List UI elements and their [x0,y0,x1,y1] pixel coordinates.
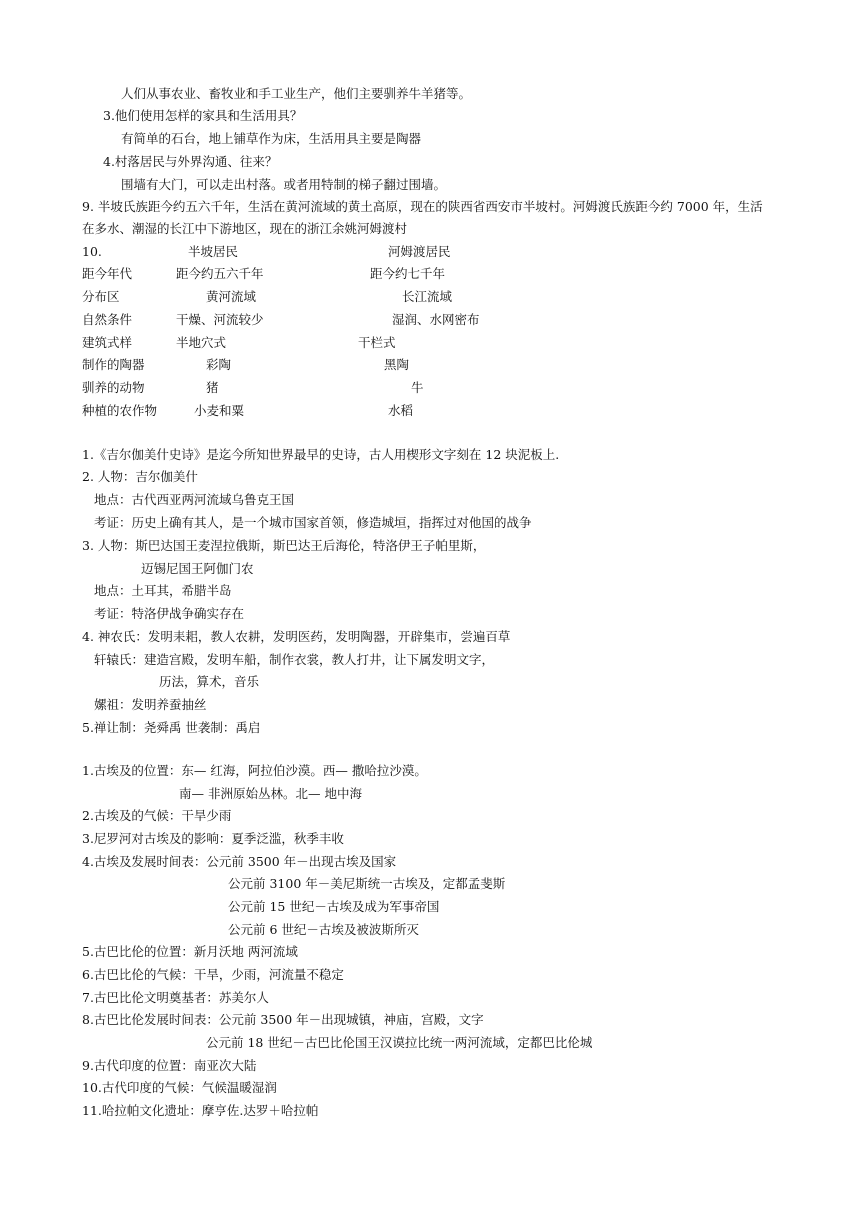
text-line: 公元前 18 世纪－古巴比伦国王汉谟拉比统一两河流域，定都巴比伦城 [206,1035,593,1050]
table-number: 10. [82,244,102,259]
question-heading: 3.他们使用怎样的家具和生活用具？ [103,108,303,123]
text-line: 4.古埃及发展时间表：公元前 3500 年－出现古埃及国家 [82,854,397,869]
text-line: 1.古埃及的位置：东— 红海，阿拉伯沙漠。西— 撒哈拉沙漠。 [82,763,427,778]
row-label: 驯养的动物 [82,380,145,395]
text-line: 5.古巴比伦的位置：新月沃地 两河流域 [82,944,298,959]
cell-banpo: 半地穴式 [176,335,227,350]
text-line: 考证：特洛伊战争确实存在 [94,606,245,621]
table-header-banpo: 半坡居民 [188,244,239,259]
text-line: 南— 非洲原始丛林。北— 地中海 [179,786,362,801]
text-line: 人们从事农业、畜牧业和手工业生产，他们主要驯养牛羊猪等。 [121,86,472,101]
row-label: 建筑式样 [82,335,133,350]
cell-hemudu: 湿润、水网密布 [392,312,480,327]
cell-hemudu: 干栏式 [358,335,396,350]
text-line: 8.古巴比伦发展时间表：公元前 3500 年－出现城镇，神庙，宫殿，文字 [82,1012,484,1027]
text-line: 迈锡尼国王阿伽门农 [141,561,254,576]
text-line: 在多水、潮湿的长江中下游地区，现在的浙江余姚河姆渡村 [82,221,408,236]
text-line: 3. 人物：斯巴达国王麦涅拉俄斯，斯巴达王后海伦，特洛伊王子帕里斯， [82,538,486,553]
text-line: 7.古巴比伦文明奠基者：苏美尔人 [82,990,269,1005]
text-line: 公元前 3100 年－美尼斯统一古埃及，定都孟斐斯 [228,876,506,891]
cell-banpo: 小麦和粟 [194,403,245,418]
table-header-hemudu: 河姆渡居民 [388,244,451,259]
cell-banpo: 彩陶 [206,357,232,372]
text-line: 1.《吉尔伽美什史诗》是迄今所知世界最早的史诗，古人用楔形文字刻在 12 块泥板上. [82,447,560,462]
text-line: 公元前 6 世纪－古埃及被波斯所灭 [228,922,419,937]
text-line: 地点：土耳其，希腊半岛 [94,583,232,598]
text-line: 嫘祖：发明养蚕抽丝 [94,697,207,712]
text-line: 9.古代印度的位置：南亚次大陆 [82,1058,257,1073]
text-line: 4. 神农氏：发明耒耜，教人农耕，发明医药，发明陶器，开辟集市，尝遍百草 [82,629,511,644]
cell-banpo: 猪 [206,380,219,395]
text-line: 轩辕氏：建造宫殿，发明车船，制作衣裳，教人打井，让下属发明文字， [94,652,495,667]
text-line: 历法，算术，音乐 [159,674,260,689]
cell-hemudu: 水稻 [388,403,414,418]
text-line: 公元前 15 世纪－古埃及成为军事帝国 [228,899,440,914]
text-line: 2.古埃及的气候：干旱少雨 [82,808,232,823]
cell-hemudu: 牛 [411,380,424,395]
cell-banpo: 干燥、河流较少 [176,312,264,327]
text-line: 地点：古代西亚两河流域乌鲁克王国 [94,492,295,507]
text-line: 11.哈拉帕文化遗址：摩亨佐.达罗＋哈拉帕 [82,1103,319,1118]
row-label: 分布区 [82,289,120,304]
text-line: 6.古巴比伦的气候：干旱，少雨，河流量不稳定 [82,967,344,982]
row-label: 自然条件 [82,312,133,327]
text-line: 9. 半坡氏族距今约五六千年，生活在黄河流域的黄土高原，现在的陕西省西安市半坡村。河姆渡氏族距今约 7000 年，生活 [82,199,763,214]
text-line: 3.尼罗河对古埃及的影响：夏季泛滥，秋季丰收 [82,831,344,846]
text-line: 考证：历史上确有其人，是一个城市国家首领，修造城垣，指挥过对他国的战争 [94,515,532,530]
cell-hemudu: 距今约七千年 [370,266,446,281]
row-label: 制作的陶器 [82,357,145,372]
text-line: 有简单的石台，地上铺草作为床，生活用具主要是陶器 [121,131,422,146]
row-label: 距今年代 [82,266,133,281]
cell-banpo: 距今约五六千年 [176,266,264,281]
text-line: 2. 人物：吉尔伽美什 [82,469,198,484]
cell-hemudu: 长江流域 [402,289,453,304]
cell-banpo: 黄河流域 [206,289,257,304]
cell-hemudu: 黑陶 [384,357,410,372]
text-line: 围墙有大门，可以走出村落。或者用特制的梯子翻过围墙。 [121,177,447,192]
text-line: 10.古代印度的气候：气候温暖湿润 [82,1080,277,1095]
text-line: 5.禅让制：尧舜禹 世袭制：禹启 [82,720,261,735]
question-heading: 4.村落居民与外界沟通、往来？ [103,154,278,169]
row-label: 种植的农作物 [82,403,158,418]
